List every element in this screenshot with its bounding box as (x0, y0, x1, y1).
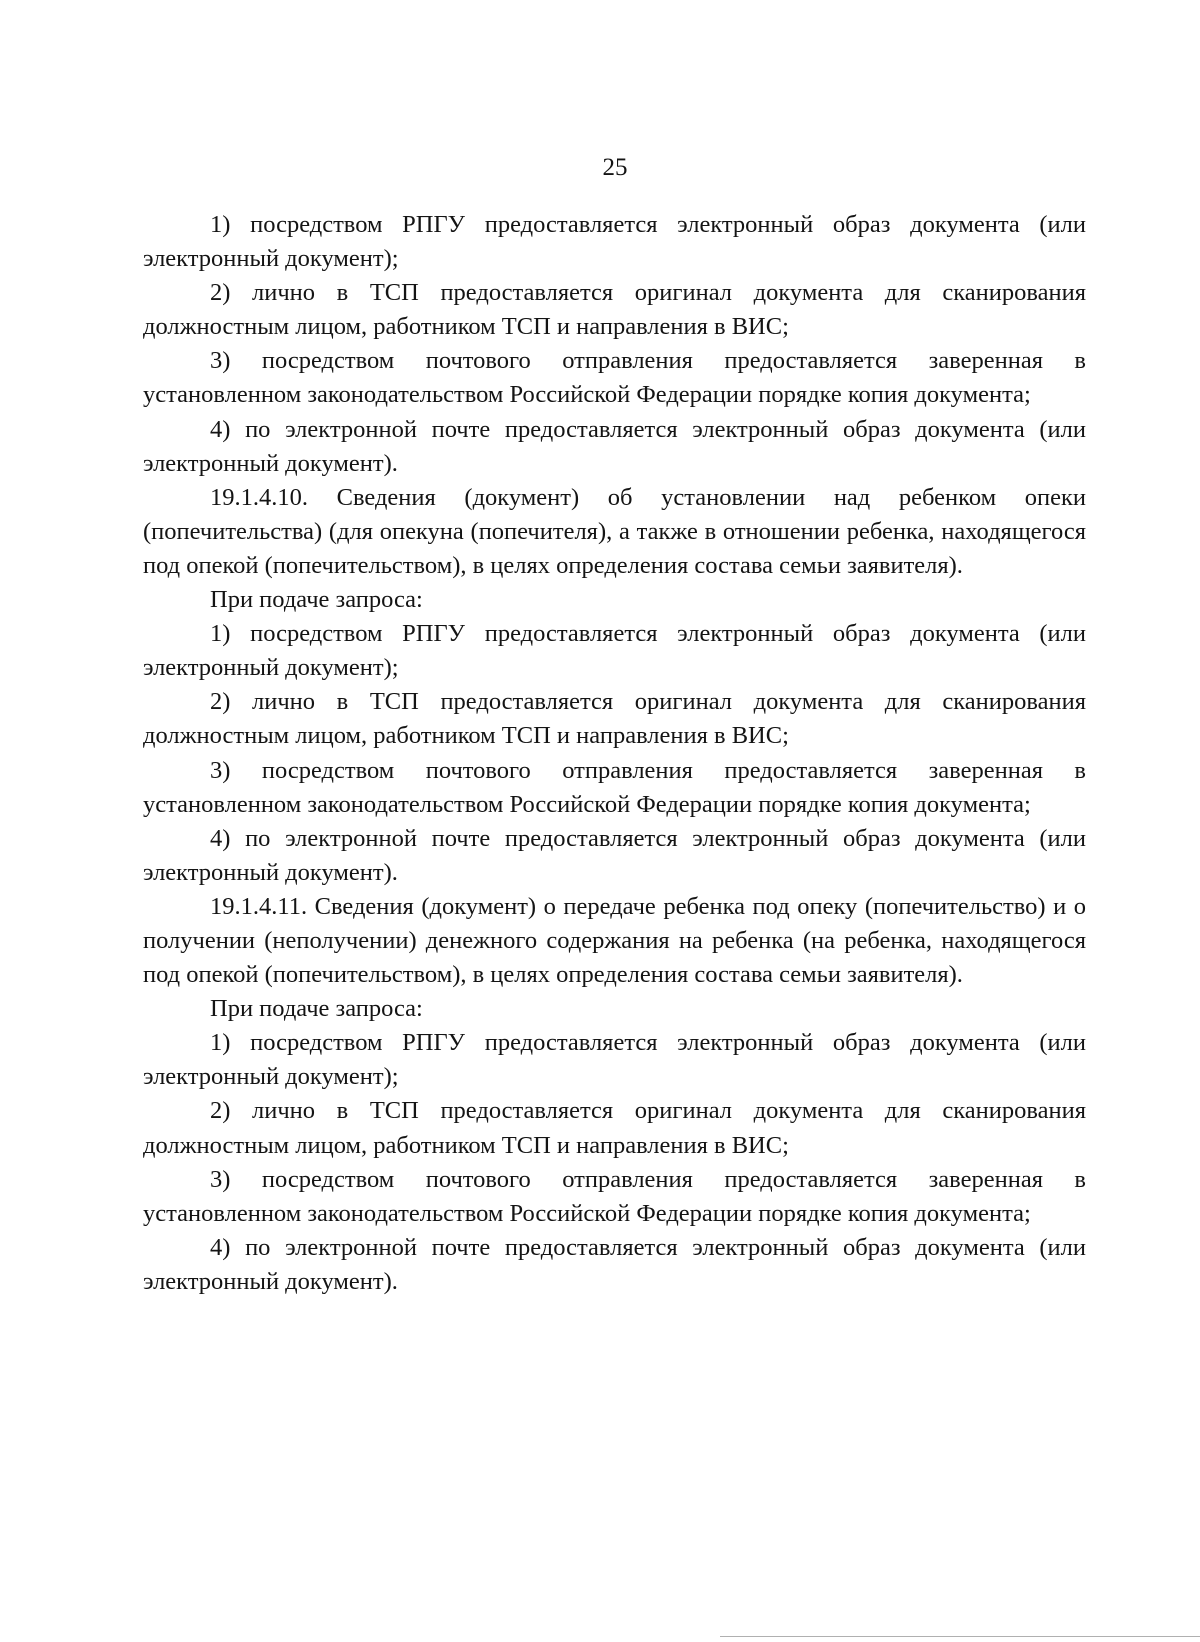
list-item-rpgu: 1) посредством РПГУ предоставляется электронный образ документа (или электронный документ); (143, 1029, 1086, 1091)
list-item-tsp: 2) лично в ТСП предоставляется оригинал документа для сканирования должностным лицом, работником ТСП и направления в ВИС; (143, 1097, 1086, 1159)
list-item-post: 3) посредством почтового отправления предоставляется заверенная в установленном законодательством Российской Федерации порядке копия документа; (143, 347, 1086, 409)
list-item-email: 4) по электронной почте предоставляется электронный образ документа (или электронный документ). (143, 415, 1086, 477)
section-19-1-4-11: 19.1.4.11. Сведения (документ) о передаче ребенка под опеку (попечительство) и о получении (неполучении) денежного содержания на ребенка (на ребенка, находящегося под опекой (попечительством), в целях определения состава семьи заявителя). (143, 892, 1086, 989)
section-19-1-4-10: 19.1.4.10. Сведения (документ) об установлении над ребенком опеки (попечительства) (для опекуна (попечителя), а также в отношении ребенка, находящегося под опекой (попечительством), в целях определения состава семьи заявителя). (143, 483, 1086, 579)
list-item-tsp: 2) лично в ТСП предоставляется оригинал документа для сканирования должностным лицом, работником ТСП и направления в ВИС; (143, 279, 1086, 341)
list-item-post: 3) посредством почтового отправления предоставляется заверенная в установленном законодательством Российской Федерации порядке копия документа; (143, 1165, 1086, 1227)
request-intro: При подаче запроса: (210, 995, 423, 1023)
document-body (143, 208, 1086, 1299)
list-item-tsp: 2) лично в ТСП предоставляется оригинал документа для сканирования должностным лицом, работником ТСП и направления в ВИС; (143, 688, 1086, 750)
scan-edge-line (720, 1636, 1200, 1637)
list-item-rpgu: 1) посредством РПГУ предоставляется электронный образ документа (или электронный документ); (143, 211, 1086, 273)
list-item-rpgu: 1) посредством РПГУ предоставляется электронный образ документа (или электронный документ); (143, 620, 1086, 682)
page-number: 25 (602, 154, 628, 181)
list-item-email: 4) по электронной почте предоставляется электронный образ документа (или электронный документ). (143, 824, 1086, 886)
list-item-email: 4) по электронной почте предоставляется электронный образ документа (или электронный документ). (143, 1233, 1086, 1295)
request-intro: При подаче запроса: (210, 586, 423, 614)
list-item-post: 3) посредством почтового отправления предоставляется заверенная в установленном законодательством Российской Федерации порядке копия документа; (143, 756, 1086, 818)
